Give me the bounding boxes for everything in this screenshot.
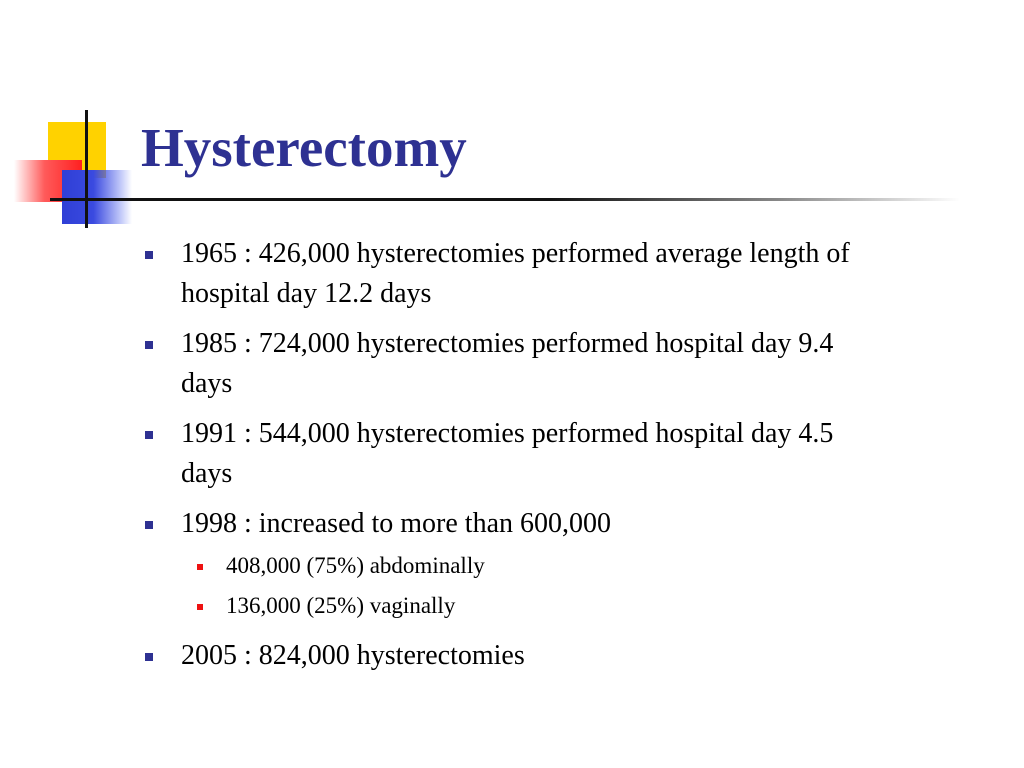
bullet-text: 2005 : 824,000 hysterectomies <box>181 640 525 671</box>
sub-bullet-item <box>181 586 885 626</box>
square-bullet-icon <box>145 431 153 439</box>
square-bullet-icon <box>145 251 153 259</box>
sub-bullet-list <box>181 546 885 626</box>
sub-bullet-text: 136,000 (25%) vaginally <box>226 593 456 618</box>
bullet-item <box>145 414 885 494</box>
slide-title: Hysterectomy <box>141 117 467 178</box>
sub-bullet-item <box>181 546 885 586</box>
slide-content <box>145 234 885 686</box>
square-bullet-icon <box>145 521 153 529</box>
bullet-item <box>145 234 885 314</box>
square-sub-bullet-icon <box>197 564 203 570</box>
bullet-text: 1998 : increased to more than 600,000 <box>181 508 612 539</box>
square-bullet-icon <box>145 341 153 349</box>
title-underline <box>50 198 960 201</box>
bullet-text: 1965 : 426,000 hysterectomies performed average length of hospital day 12.2 days <box>181 238 850 309</box>
decor-vertical-line <box>85 110 88 228</box>
square-sub-bullet-icon <box>197 604 203 610</box>
square-bullet-icon <box>145 653 153 661</box>
bullet-list <box>145 234 885 676</box>
bullet-item <box>145 636 885 676</box>
bullet-item <box>145 324 885 404</box>
bullet-item <box>145 504 885 626</box>
decor-blue-square <box>62 170 132 224</box>
bullet-text: 1991 : 544,000 hysterectomies performed hospital day 4.5 days <box>181 418 834 489</box>
bullet-text: 1985 : 724,000 hysterectomies performed hospital day 9.4 days <box>181 328 834 399</box>
sub-bullet-text: 408,000 (75%) abdominally <box>226 553 485 578</box>
